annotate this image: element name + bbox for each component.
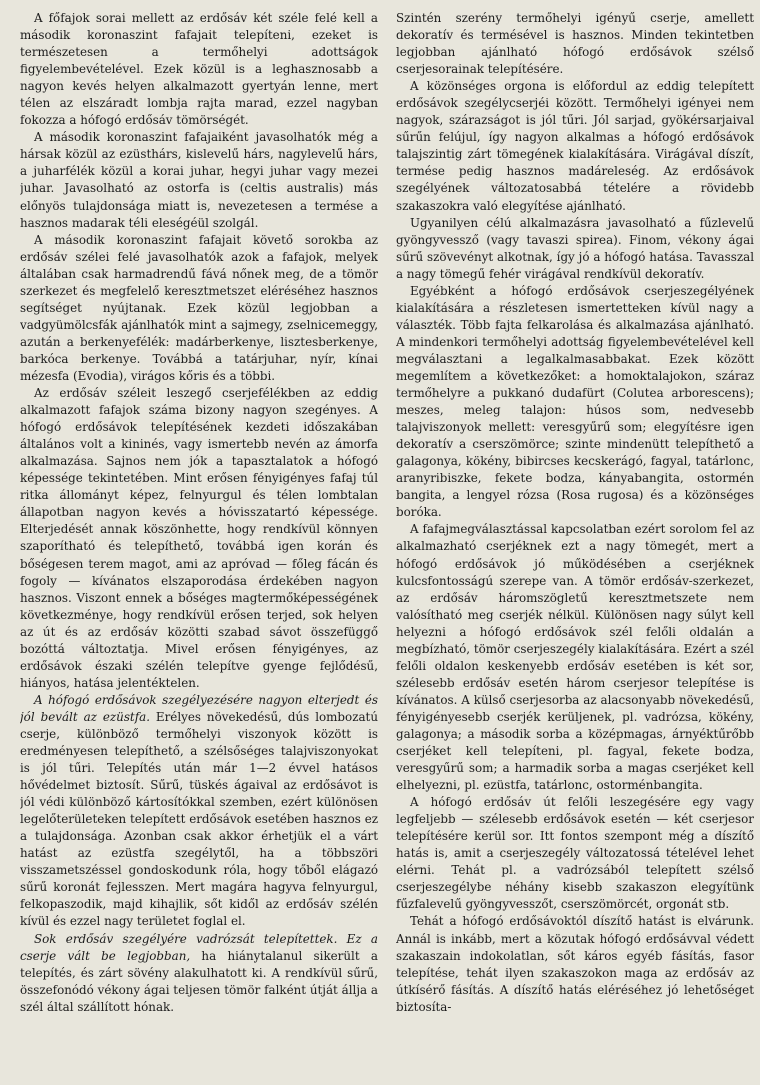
paragraph-oleaster-body: Erélyes növekedésű, dús lombozatú cserje, különböző termőhelyi viszonyok között is eredményesen telepíthető, a szélsőséges talajviszonyokat is jól tűri. Telepítés után már 1—2 évvel hatásos hővédelmet biztosít. Sűrű, tüskés ágaival az erdősávot is jól védi különböző kártosítókkal szemben, ezért különösen legelőterületeken telepített erdősávok esetében hasznos ez a tulajdonsága. Azonban csak akkor érhetjük el a várt hatást az ezüstfa szegélytől, ha a többszöri visszametszéssel gondoskodunk róla, hogy tőből elágazó sűrű koronát fejlesszen. Mert magára hagyva felnyurgul, felkopaszodik, majd kihajlik, sőt kidől az erdősáv szélén kívül és ezzel nagy területet foglal el. [20,709,378,929]
paragraph-road-side: A hófogó erdősáv út felőli leszegésére egy vagy legfeljebb — szélesebb erdősávok esetén — két cserjesor telepítésére kerül sor. Itt fontos szempont még a díszítő hatás is, amit a cserjeszegély változatossá tételével lehet elérni. Tehát pl. a vadrózsából telepített szélső cserjeszegélybe néhány kisebb szakaszon elegyítünk fűzfalevelű gyöngyvesszőt, cserszömörcét, orgonát stb. [396,795,754,912]
paragraph-shrub-choice: Egyébként a hófogó erdősávok cserjeszegélyének kialakítására a részletesen ismertetteken kívül nagy a választék. Több fajta felkarolása és alkalmazása ajánlható. A mindenkori termőhelyi adottság figyelembevételével kell megválasztani a legalkalmasabbakat. Ezek között megemlítem a következőket: a homoktalajokon, száraz termőhelyre a pukkanó dudafürt (Colutea arborescens); meszes, meleg talajon: húsos som, nedvesebb talajviszonyok mellett: veresgyűrű som; elegyítésre igen dekoratív a cserszömörce; szinte mindenütt telepíthető a galagonya, kökény, bibircses kecskerágó, fagyal, tatárlonc, aranyribiszke, fekete bodza, kányabangita, ostormén bangita, a lengyel rózsa (Rosa rugosa) és a közönséges boróka. [396,283,754,520]
paragraph-shrub-rows: A fafajmegválasztással kapcsolatban ezért sorolom fel az alkalmazható cserjéknek ezt a nagy tömegét, mert a hófogó erdősávok jó működésében a cserjéknek kulcsfontosságú szerepe van. A tömör erdősáv-szerkezet, az erdősáv háromszögletű keresztmetszete nem valósítható meg cserjék nélkül. Különösen nagy súlyt kell helyezni a hófogó erdősávok szél felőli oldalán a megbízható, tömör cserjeszegély kialakítására. Ezért a szél felőli oldalon keskenyebb erdősáv esetében is két sor, szélesebb erdősáv esetén három cserjesor telepítése is kívánatos. A külső cserjesorba az alacsonyabb növekedésű, fényigényesebb cserjék kerüljenek, pl. vadrózsa, kökény, galagonya; a második sorba a középmagas, árnyéktűrőbb cserjéket kell telepíteni, pl. fagyal, fekete bodza, veresgyűrű som; a harmadik sorba a magas cserjéket kell elhelyezni, pl. ezüstfa, tatárlonc, ostorménbangita. [396,522,754,793]
paragraph-oleaster [20,692,378,931]
paragraph-decorative: Tehát a hófogó erdősávoktól díszítő hatást is elvárunk. Annál is inkább, mert a közutak hófogó erdősávval védett szakaszain indokolatlan, sőt káros egyéb fásítás, fasor telepítése, tehát ilyen szakaszokon maga az erdősáv az útkísérő fásítás. A díszítő hatás eléréséhez jó lehetőséget biztosíta- [396,914,754,1014]
paragraph-oleaster-lead: A hófogó erdősávok szegélyezésére nagyon elterjedt és jól bevált az ezüstfa. [20,692,378,724]
right-column [396,10,754,1085]
paragraph-third-order-trees: A második koronaszint fafajait követő sorokba az erdősáv szélei felé javasolhatók azok a fafajok, melyek általában csak harmadrendű fává nőnek meg, de a tömör szerkezet és megfelelő keresztmetszet eléréséhez hasznos segítséget nyújtanak. Ezek közül legjobban a vadgyümölcsfák ajánlhatók mint a sajmegy, zselnicemeggy, azután a berkenyefélék: madárberkenye, lisztesberkenye, barkóca berkenye. Továbbá a tatárjuhar, nyír, kínai mézesfa (Evodia), virágos kőris és a többi. [20,232,378,383]
paragraph-lilac: A közönséges orgona is előfordul az eddig telepített erdősávok szegélycserjéi között. Termőhelyi igényei nem nagyok, szárazságot is jól tűri. Jól sarjad, gyökérsarjaival sűrűn felújul, így nagyon alkalmas a hófogó erdősávok talajszintig zárt tömegének kialakítására. Virágával díszít, termése pedig hasznos madáreleség. Az erdősávok szegélyének változatosabbá tételére a rövidebb szakaszokra való elegyítése ajánlható. [396,79,754,213]
paragraph-continued: Szintén szerény termőhelyi igényű cserje, amellett dekoratív és termésével is hasznos. Minden tekintetben legjobban ajánlható hófogó erdősávok szélső cserjesorainak telepítésére. [396,11,754,77]
paragraph-wild-rose-body: ha hiánytalanul sikerült a telepítés, és zárt sövény alakulhatott ki. A rendkívül sűrű, összefonódó vékony ágai teljesen tömör falként útját állja a szél által szállított hónak. [20,948,378,1014]
paragraph-hornbeam: A főfajok sorai mellett az erdősáv két széle felé kell a második koronaszint fafajait telepíteni, ezeket is természetesen a termőhelyi adottságok figyelembevételével. Ezek közül is a leghasznosabb a nagyon kevés helyen alkalmazott gyertyán lenne, mert télen az elszáradt lombja rajta marad, ezzel nagyban fokozza a hófogó erdősáv tömörségét. [20,11,378,128]
paragraph-wild-rose-lead: Sok erdősáv szegélyére vadrózsát telepítettek. Ez a cserje vált be legjobban, [20,931,378,963]
paragraph-wild-rose [20,931,378,1016]
paragraph-shrub-edges: Az erdősáv széleit leszegő cserjefélékben az eddig alkalmazott fafajok száma bizony nagyon szegényes. A hófogó erdősávok telepítésének kezdeti időszakában általános volt a kininés, vagy ismertebb nevén az ámorfa alkalmazása. Sajnos nem jók a tapasztalatok a hófogó képessége tekintetében. Mint erősen fényigényes fafaj túl ritka állományt képez, felnyurgul és télen lombtalan állapotban nagyon kevés a hóvisszatartó képessége. Elterjedését annak köszönhette, hogy rendkívül könnyen szaporítható és telepíthető, továbbá igen korán és bőségesen terem magot, ami az apróvad — főleg fácán és fogoly — kívánatos elszaporodása érdekében nagyon hasznos. Viszont ennek a bőséges magtermőképességének következménye, hogy rendkívül erősen terjed, sok helyen az út és az erdősáv közötti szabad sávot összefüggő bozóttá változtatja. Mivel erősen fényigényes, az erdősávok északi szélén telepítve gyenge fejlődésű, hiányos, hatása jelentéktelen. [20,386,378,690]
paragraph-second-canopy: A második koronaszint fafajaiként javasolhatók még a hársak közül az ezüsthárs, kislevelű hárs, nagylevelű hárs, a juharfélék közül a korai juhar, hegyi juhar vagy mezei juhar. Javasolható az ostorfa is (celtis australis) más előnyös tulajdonsága miatt is, nevezetesen a termése a hasznos madarak téli eleségéül szolgál. [20,130,378,230]
left-column [20,10,378,1085]
paragraph-spirea: Ugyanilyen célú alkalmazásra javasolható a fűzlevelű gyöngyvessző (vagy tavaszi spirea). Finom, vékony ágai sűrű szövevényt alkotnak, így jó a hófogó hatása. Tavasszal a nagy tömegű fehér virágával rendkívül dekoratív. [396,215,754,281]
